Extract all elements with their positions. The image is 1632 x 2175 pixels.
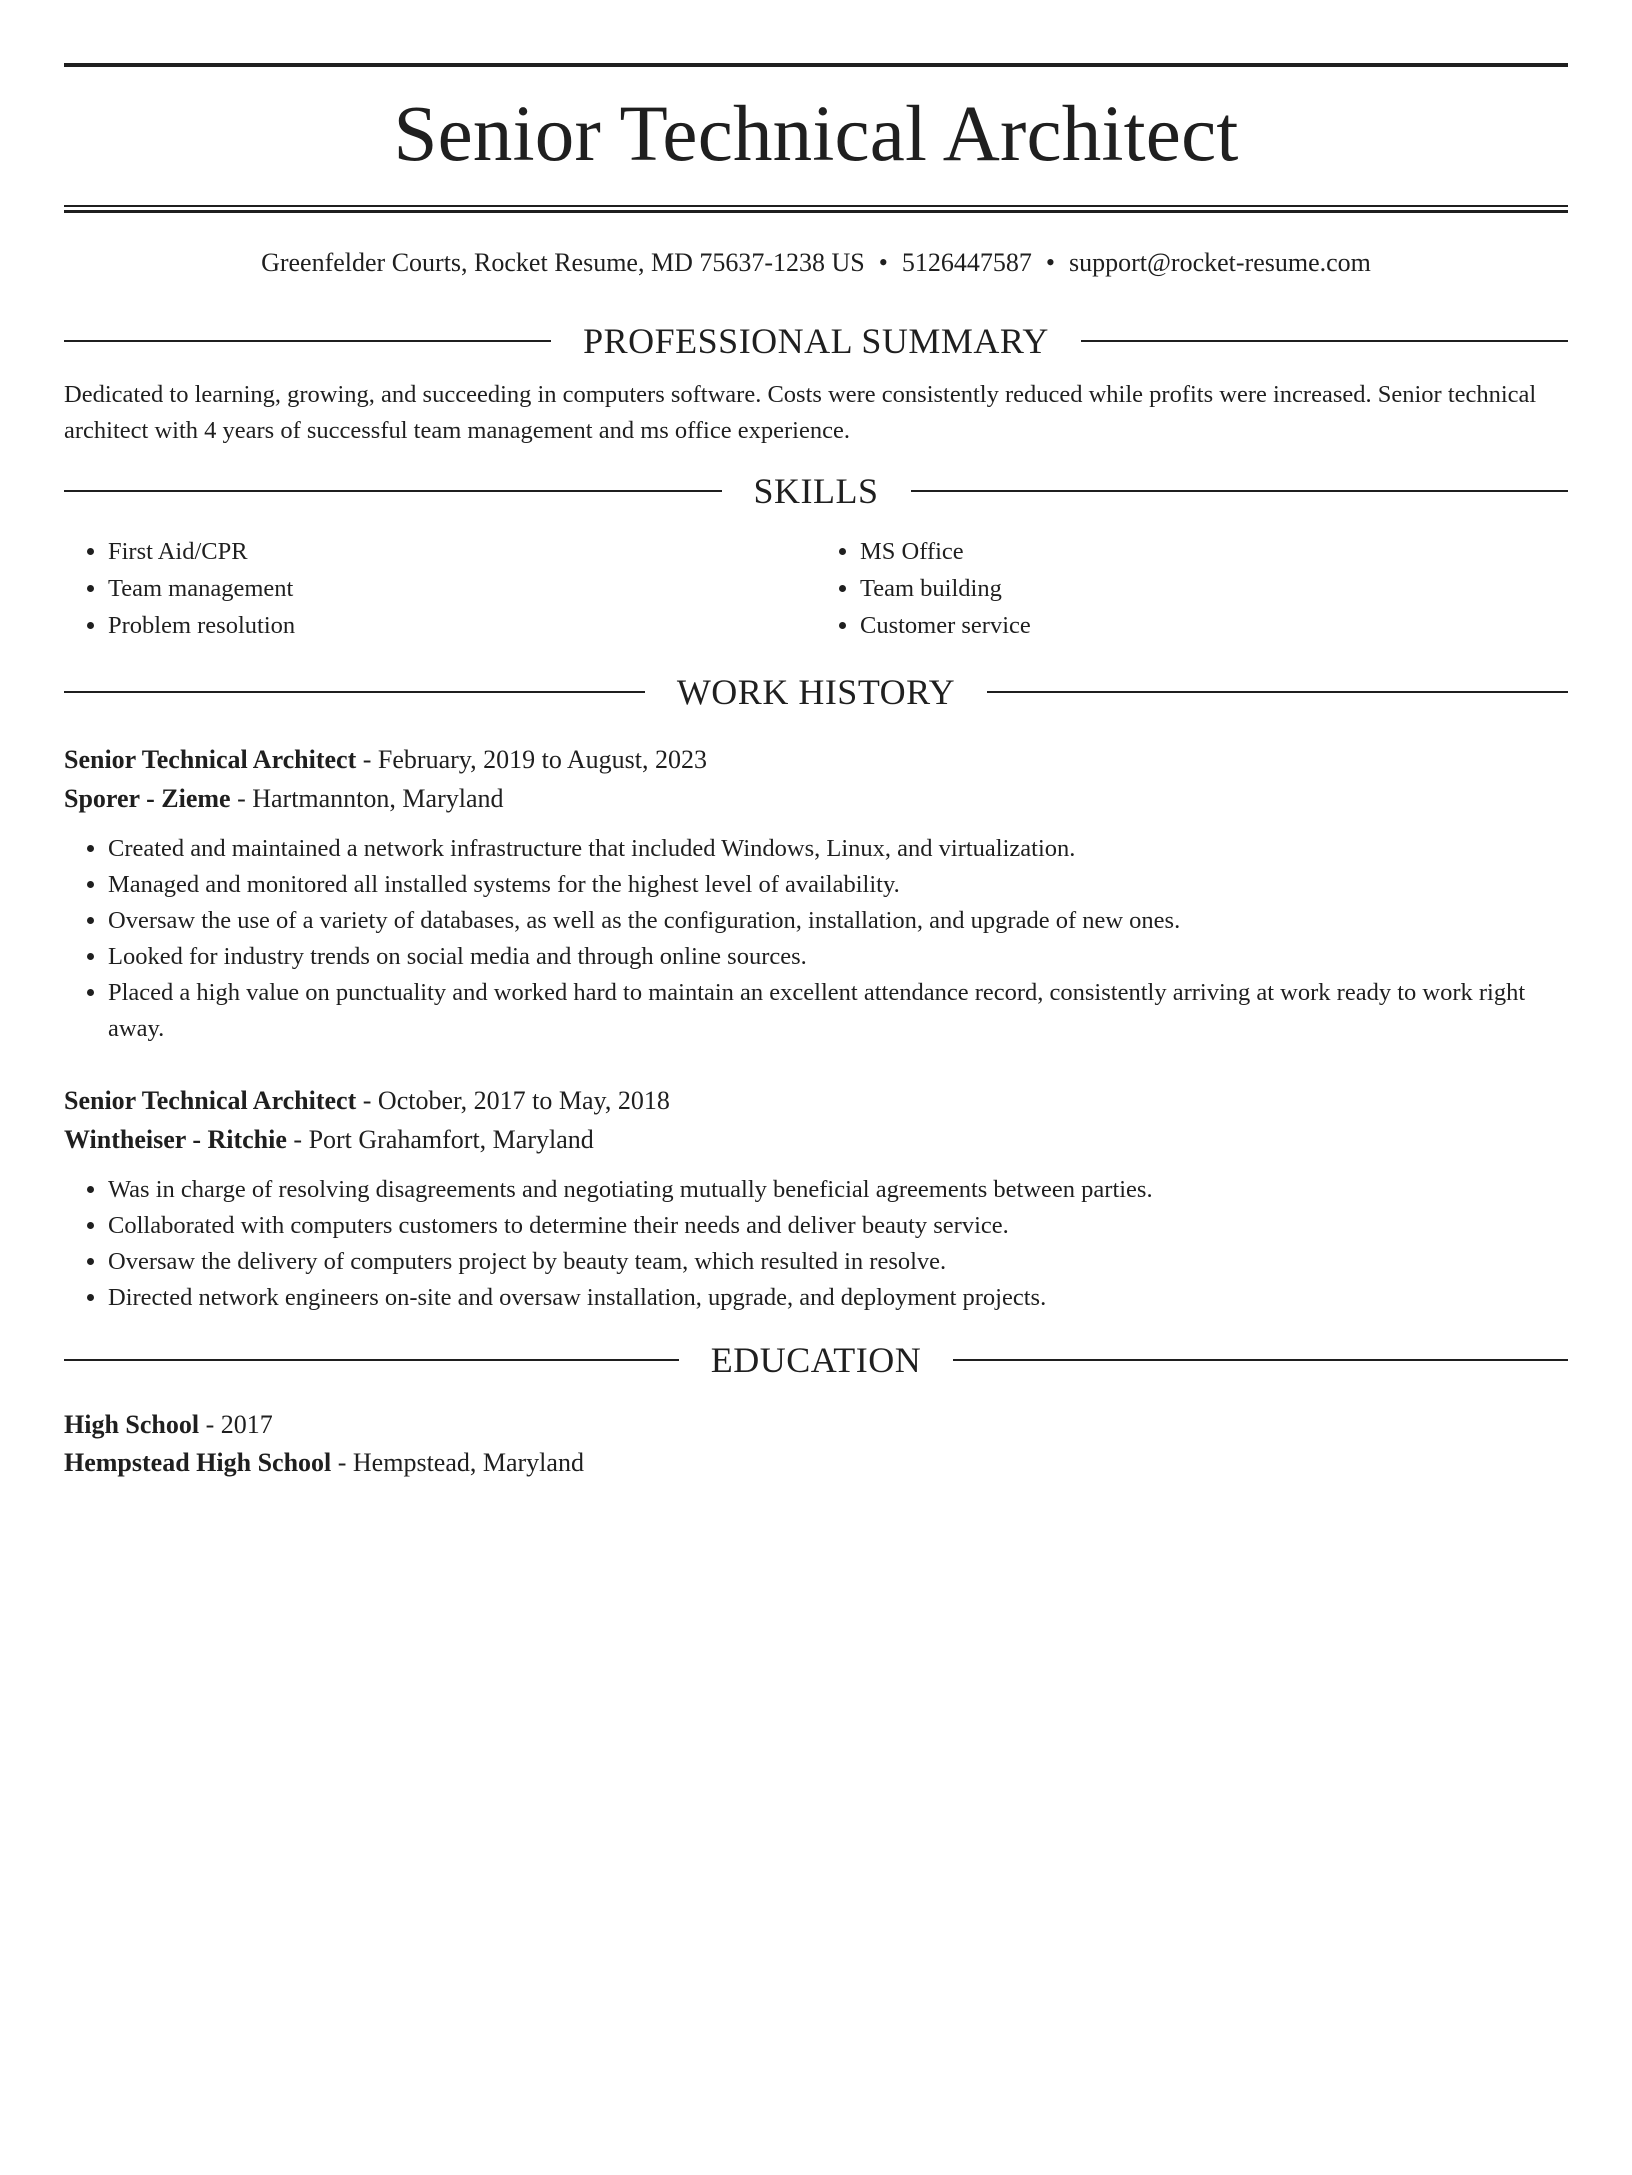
skill-item: • MS Office — [860, 533, 1568, 570]
skill-item: • First Aid/CPR — [108, 533, 816, 570]
heading-rule — [64, 1359, 679, 1361]
summary-text: Dedicated to learning, growing, and succeeding in computers software. Costs were consistently reduced while profits were increased. Senior technical architect with 4 years of successful team management and ms office experience. — [64, 381, 1537, 444]
contact-separator: • — [878, 248, 888, 277]
work-history-heading-label: WORK HISTORY — [676, 672, 956, 712]
skill-item: • Team building — [860, 570, 1568, 607]
job-title: Senior Technical Architect — [64, 745, 357, 774]
education-degree-line — [64, 1406, 1568, 1444]
double-rule — [64, 205, 1568, 213]
contact-line — [64, 245, 1568, 281]
education-heading-label: EDUCATION — [710, 1340, 922, 1380]
skills-column-left — [64, 533, 816, 644]
job-company: Sporer - Zieme — [64, 784, 231, 813]
job-location: - Hartmannton, Maryland — [230, 784, 504, 813]
skill-item: • Customer service — [860, 607, 1568, 644]
work-history-heading — [64, 670, 1568, 714]
job-entry — [64, 740, 1568, 1047]
job-location: - Port Grahamfort, Maryland — [286, 1125, 594, 1154]
job-bullet: • Placed a high value on punctuality and worked hard to maintain an excellent attendance record, consistently arriving at work ready to work right away. — [108, 975, 1568, 1047]
job-title-line — [64, 740, 1568, 779]
job-bullet: • Looked for industry trends on social media and through online sources. — [108, 939, 1568, 975]
job-bullet: • Created and maintained a network infrastructure that included Windows, Linux, and virtualization. — [108, 831, 1568, 867]
skills-list — [64, 533, 1568, 644]
skills-column-right — [816, 533, 1568, 644]
education-degree: High School — [64, 1410, 200, 1439]
job-bullet: • Oversaw the delivery of computers project by beauty team, which resulted in resolve. — [108, 1244, 1568, 1280]
job-dates: - February, 2019 to August, 2023 — [356, 745, 707, 774]
heading-rule — [64, 490, 722, 492]
top-rule — [64, 63, 1568, 67]
summary-heading-label: PROFESSIONAL SUMMARY — [583, 321, 1049, 361]
summary-heading — [64, 319, 1568, 363]
education-location: - Hempstead, Maryland — [331, 1448, 584, 1477]
job-bullets — [64, 1172, 1568, 1316]
contact-email: support@rocket-resume.com — [1068, 248, 1371, 277]
education-heading — [64, 1338, 1568, 1382]
job-bullets — [64, 831, 1568, 1047]
heading-rule — [953, 1359, 1568, 1361]
job-bullet: • Directed network engineers on-site and oversaw installation, upgrade, and deployment projects. — [108, 1280, 1568, 1316]
job-company-line — [64, 779, 1568, 818]
job-bullet: • Was in charge of resolving disagreements and negotiating mutually beneficial agreements between parties. — [108, 1172, 1568, 1208]
job-entry — [64, 1081, 1568, 1316]
resume-page — [0, 63, 1632, 2175]
skill-item: • Team management — [108, 570, 816, 607]
job-company: Wintheiser - Ritchie — [64, 1125, 287, 1154]
skills-heading — [64, 469, 1568, 513]
resume-name: Senior Technical Architect — [393, 91, 1239, 178]
job-bullet: • Oversaw the use of a variety of databases, as well as the configuration, installation, and upgrade of new ones. — [108, 903, 1568, 939]
heading-rule — [987, 691, 1568, 693]
job-bullet: • Managed and monitored all installed systems for the highest level of availability. — [108, 867, 1568, 903]
heading-rule — [64, 691, 645, 693]
job-dates: - October, 2017 to May, 2018 — [356, 1086, 670, 1115]
education-year: - 2017 — [199, 1410, 273, 1439]
contact-address: Greenfelder Courts, Rocket Resume, MD 75637-1238 US — [261, 248, 865, 277]
contact-phone: 5126447587 — [901, 248, 1032, 277]
job-company-line — [64, 1120, 1568, 1159]
education-school: Hempstead High School — [64, 1448, 332, 1477]
heading-rule — [64, 340, 551, 342]
skill-item: • Problem resolution — [108, 607, 816, 644]
contact-separator: • — [1045, 248, 1055, 277]
education-school-line — [64, 1444, 1568, 1482]
skills-heading-label: SKILLS — [753, 471, 879, 511]
heading-rule — [1081, 340, 1568, 342]
job-title: Senior Technical Architect — [64, 1086, 357, 1115]
heading-rule — [911, 490, 1569, 492]
education-entry — [64, 1406, 1568, 1482]
job-bullet: • Collaborated with computers customers to determine their needs and deliver beauty service. — [108, 1208, 1568, 1244]
job-title-line — [64, 1081, 1568, 1120]
